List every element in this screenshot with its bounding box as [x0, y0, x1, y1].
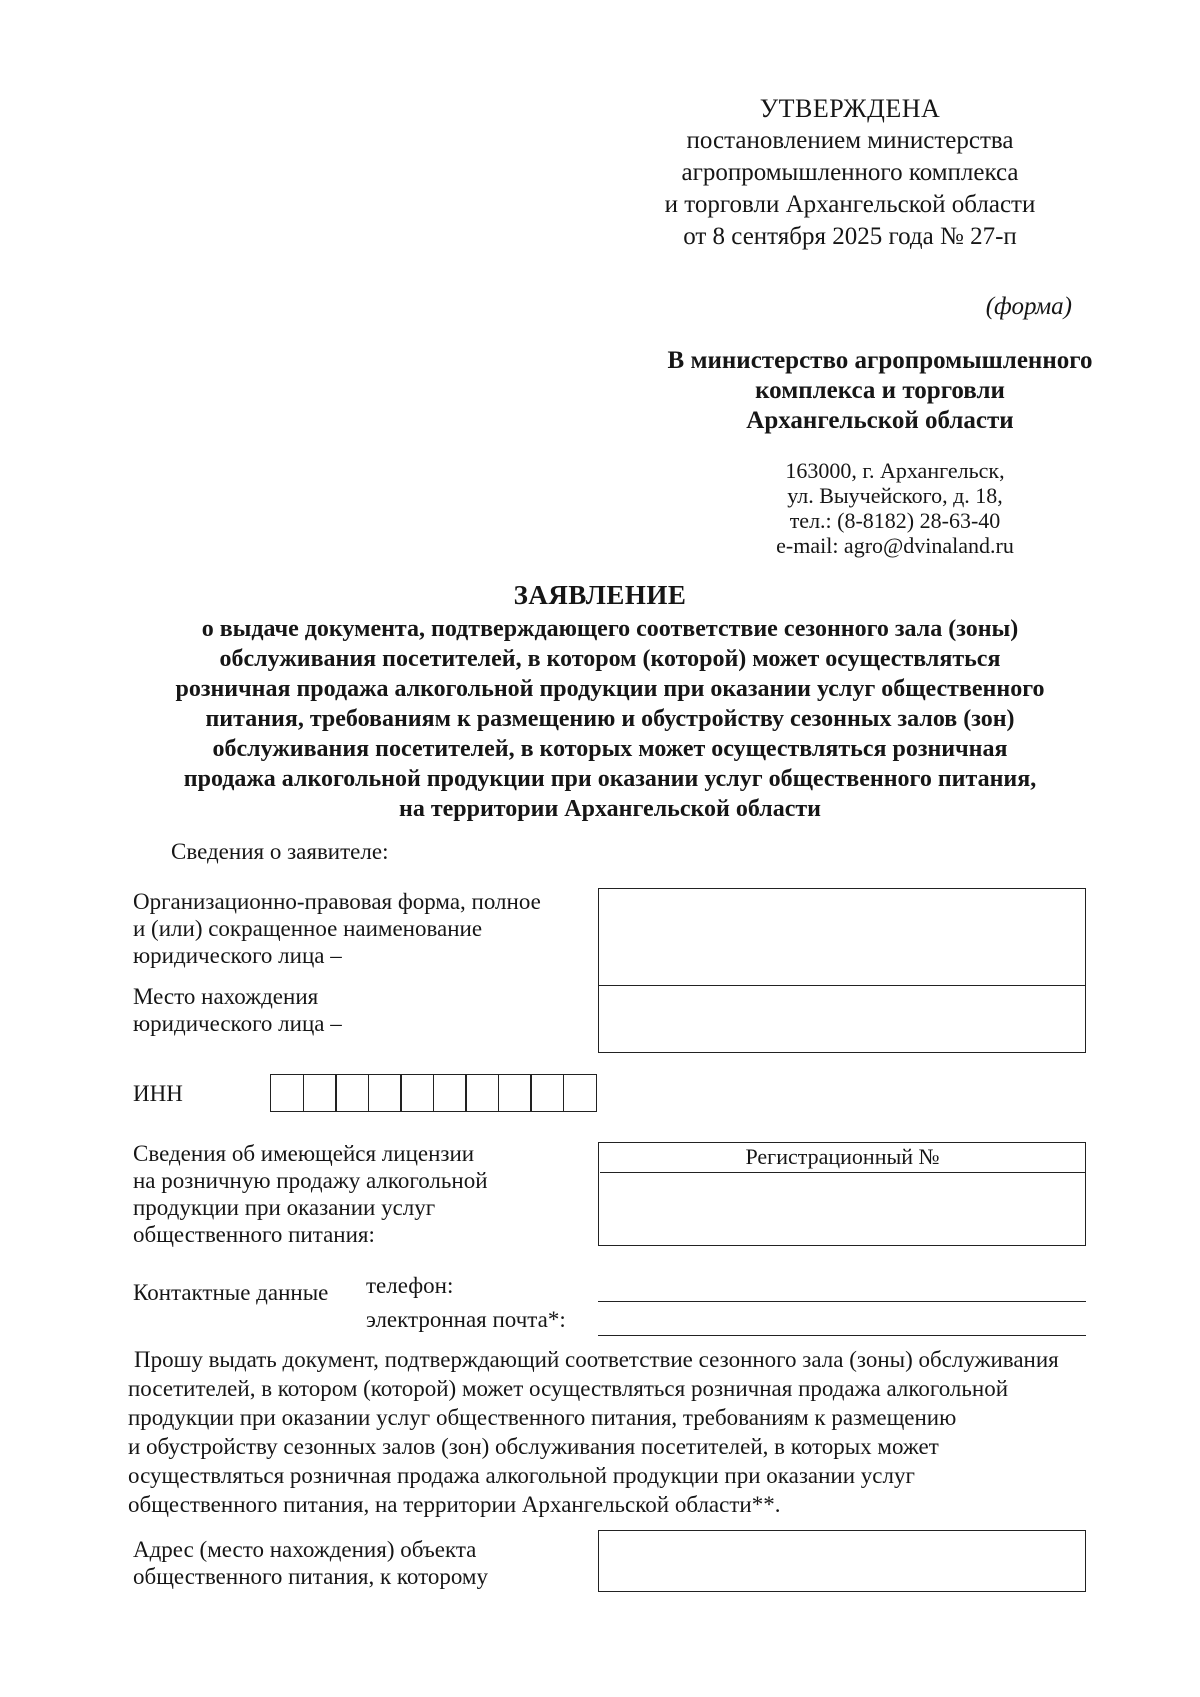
org-name-label-line: Организационно-правовая форма, полное: [133, 889, 541, 914]
contact-line: тел.: (8-8182) 28-63-40: [789, 508, 1001, 533]
location-label: [133, 983, 342, 1037]
approval-line: постановлением министерства: [686, 127, 1014, 154]
facility-address-label: [133, 1536, 488, 1590]
inn-digit-cell[interactable]: [433, 1074, 467, 1112]
request-paragraph: [128, 1345, 1113, 1519]
phone-label: телефон:: [366, 1273, 454, 1298]
registration-number-header: Регистрационный №: [600, 1142, 1085, 1173]
facility-address-field[interactable]: [598, 1530, 1086, 1592]
inn-digit-cell[interactable]: [400, 1074, 434, 1112]
location-label-line: юридического лица –: [133, 1011, 342, 1036]
facility-address-label-line: Адрес (место нахождения) объекта: [133, 1537, 477, 1562]
location-field[interactable]: [598, 985, 1086, 1053]
request-line: Прошу выдать документ, подтверждающий соответствие сезонного зала (зоны) обслуживания: [134, 1347, 1059, 1372]
subtitle-line: обслуживания посетителей, в которых может осуществляться розничная: [212, 736, 1008, 762]
subtitle-line: продажа алкогольной продукции при оказании услуг общественного питания,: [183, 766, 1037, 792]
license-label-line: продукции при оказании услуг: [133, 1195, 436, 1220]
contacts-label: Контактные данные: [133, 1280, 329, 1305]
license-label-line: Сведения об имеющейся лицензии: [133, 1141, 475, 1166]
approval-line: агропромышленного комплекса: [681, 159, 1019, 186]
addressee-contacts: [700, 458, 1090, 558]
inn-field[interactable]: [270, 1074, 595, 1112]
application-title: ЗАЯВЛЕНИЕ: [513, 580, 687, 610]
addressee-line: комплекса и торговли: [755, 377, 1005, 404]
application-subtitle: [90, 614, 1130, 824]
facility-address-label-line: общественного питания, к которому: [133, 1564, 488, 1589]
request-line: продукции при оказании услуг общественного питания, требованиям к размещению: [128, 1405, 957, 1430]
subtitle-line: на территории Архангельской области: [399, 796, 821, 822]
addressee-line: В министерство агропромышленного: [667, 347, 1093, 374]
inn-digit-cell[interactable]: [303, 1074, 337, 1112]
inn-digit-cell[interactable]: [335, 1074, 369, 1112]
org-name-label-line: и (или) сокращенное наименование: [133, 916, 483, 941]
addressee-block: [620, 346, 1140, 436]
request-line: общественного питания, на территории Архангельской области**.: [128, 1492, 781, 1517]
request-line: посетителей, в котором (которой) может осуществляться розничная продажа алкогольной: [128, 1376, 1009, 1401]
license-label: [133, 1140, 488, 1248]
email-field[interactable]: [598, 1335, 1086, 1336]
license-label-line: на розничную продажу алкогольной: [133, 1168, 488, 1193]
inn-digit-cell[interactable]: [563, 1074, 597, 1112]
contact-line: e-mail: agro@dvinaland.ru: [776, 533, 1014, 558]
request-line: и обустройству сезонных залов (зон) обслуживания посетителей, в которых может: [128, 1434, 939, 1459]
addressee-line: Архангельской области: [746, 407, 1014, 434]
applicant-section-label: Сведения о заявителе:: [171, 839, 389, 864]
org-name-label-line: юридического лица –: [133, 943, 342, 968]
org-name-field[interactable]: [598, 888, 1086, 986]
inn-digit-cell[interactable]: [530, 1074, 564, 1112]
subtitle-line: розничная продажа алкогольной продукции при оказании услуг общественного: [175, 676, 1045, 702]
request-line: осуществляться розничная продажа алкогольной продукции при оказании услуг: [128, 1463, 915, 1488]
subtitle-line: о выдаче документа, подтверждающего соответствие сезонного зала (зоны): [201, 616, 1019, 642]
license-label-line: общественного питания:: [133, 1222, 375, 1247]
location-label-line: Место нахождения: [133, 984, 319, 1009]
subtitle-line: обслуживания посетителей, в котором (которой) может осуществляться: [219, 646, 1001, 672]
email-label: электронная почта*:: [366, 1307, 566, 1332]
inn-digit-cell[interactable]: [498, 1074, 532, 1112]
approval-line: и торговли Архангельской области: [664, 191, 1036, 218]
inn-label: ИНН: [133, 1081, 183, 1106]
inn-digit-cell[interactable]: [465, 1074, 499, 1112]
approval-heading: УТВЕРЖДЕНА: [759, 94, 941, 123]
form-note: (форма): [985, 293, 1072, 320]
approval-block: [600, 93, 1100, 253]
phone-field[interactable]: [598, 1301, 1086, 1302]
subtitle-line: питания, требованиям к размещению и обустройству сезонных залов (зон): [205, 706, 1015, 732]
inn-digit-cell[interactable]: [368, 1074, 402, 1112]
contact-line: 163000, г. Архангельск,: [785, 458, 1005, 483]
approval-line: от 8 сентября 2025 года № 27-п: [683, 223, 1017, 250]
org-name-label: [133, 888, 541, 969]
inn-digit-cell[interactable]: [270, 1074, 304, 1112]
contact-line: ул. Выучейского, д. 18,: [787, 483, 1003, 508]
